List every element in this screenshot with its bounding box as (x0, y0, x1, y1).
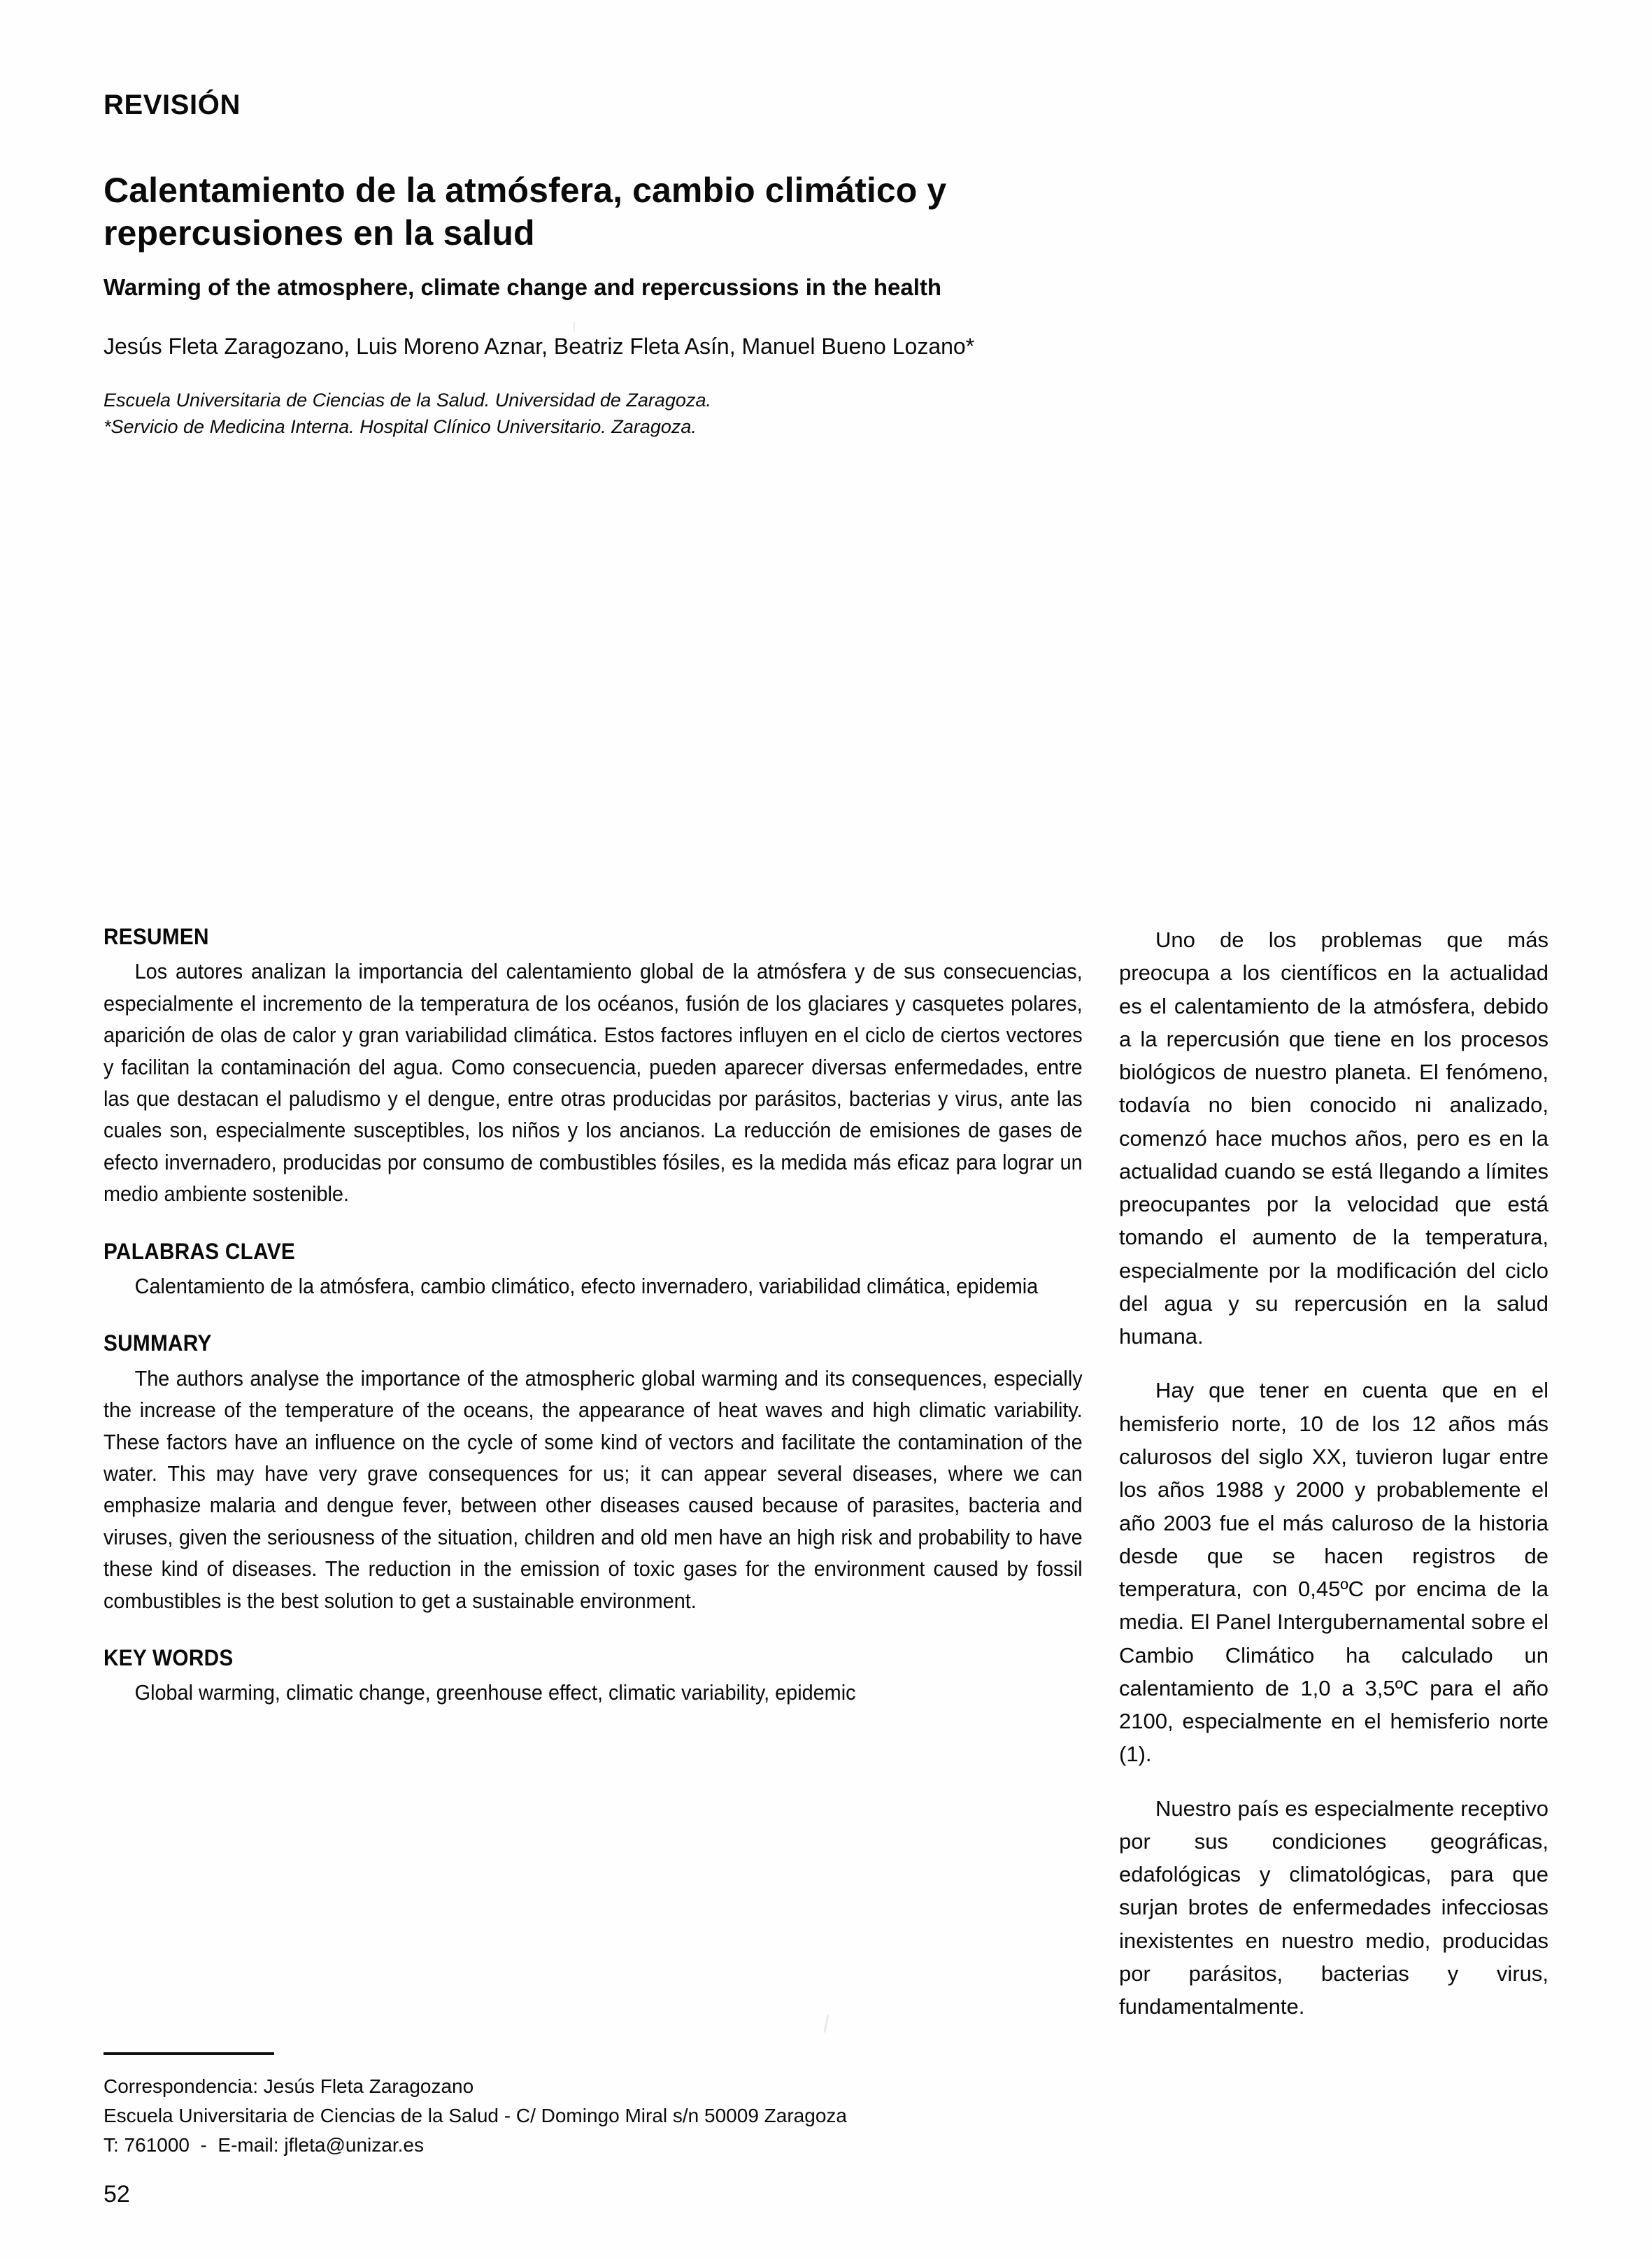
page-title: Calentamiento de la atmósfera, cambio climático y repercusiones en la salud (104, 171, 947, 253)
intro-paragraph-1: Uno de los problemas que más preocupa a los científicos en la actualidad es el calentamiento de la atmósfera, debido a la repercusión que tiene en los procesos biológicos de nuestro planeta. El fenómeno, todavía no bien conocido ni analizado, comenzó hace muchos años, pero es en la actualidad cuando se está llegando a límites preocupantes por la velocidad que está tomando el aumento de la temperatura, especialmente por la modificación del ciclo del agua y su repercusión en la salud humana. (1119, 928, 1548, 1349)
correspondence-address: Escuela Universitaria de Ciencias de la Salud - C/ Domingo Miral s/n 50009 Zaragoza (104, 2105, 847, 2126)
article-header (104, 90, 1251, 441)
author-list: Jesús Fleta Zaragozano, Luis Moreno Aznar, Beatriz Fleta Asín, Manuel Bueno Lozano* (104, 334, 975, 360)
intro-paragraph-2: Hay que tener en cuenta que en el hemisferio norte, 10 de los 12 años más calurosos del siglo XX, tuvieron lugar entre los años 1988 y 2000 y probablemente el año 2003 fue el más caluroso de la historia desde que se hacen registros de temperatura, con 0,45ºC por encima de la media. El Panel Intergubernamental sobre el Cambio Climático ha calculado un calentamiento de 1,0 a 3,5ºC para el año 2100, especialmente en el hemisferio norte (1). (1119, 1378, 1548, 1767)
summary-heading: SUMMARY (104, 1330, 212, 1356)
correspondence-contact: T: 761000 - E-mail: jfleta@unizar.es (104, 2134, 424, 2156)
key-words-text: Global warming, climatic change, greenhouse effect, climatic variability, epidemic (134, 1680, 856, 1705)
page-number: 52 (104, 2181, 130, 2208)
palabras-clave-heading: PALABRAS CLAVE (104, 1238, 295, 1264)
article-subtitle: Warming of the atmosphere, climate change and repercussions in the health (104, 274, 942, 300)
summary-text: The authors analyse the importance of the atmospheric global warming and its consequences, especially the increase of the temperature of the oceans, the appearance of heat waves and high climatic variability. These factors have an influence on the cycle of some kind of vectors and facilitate the contamination of the water. This may have very grave consequences for us; it can appear several diseases, where we can emphasize malaria and dengue fever, between other diseases caused because of parasites, bacteria and viruses, given the seriousness of the situation, children and old men have an high risk and probability to have these kind of diseases. The reduction in the emission of toxic gases for the environment caused by fossil combustibles is the best solution to get a sustainable environment. (104, 1365, 1083, 1613)
introduction-column (1119, 923, 1548, 2024)
key-words-heading: KEY WORDS (104, 1645, 234, 1671)
affiliation-block (104, 387, 1251, 441)
correspondence-block (104, 2072, 1013, 2160)
abstract-column (104, 923, 1083, 1709)
section-kicker: REVISIÓN (104, 90, 241, 120)
palabras-clave-text: Calentamiento de la atmósfera, cambio climático, efecto invernadero, variabilidad climática, epidemia (134, 1274, 1039, 1299)
correspondence-name: Correspondencia: Jesús Fleta Zaragozano (104, 2075, 474, 2097)
correspondence-divider (104, 2052, 274, 2055)
affiliation-primary: Escuela Universitaria de Ciencias de la Salud. Universidad de Zaragoza. (104, 389, 711, 411)
intro-paragraph-3: Nuestro país es especialmente receptivo por sus condiciones geográficas, edafológicas y climatológicas, para que surjan brotes de enfermedades infecciosas inexistentes en nuestro medio, producidas por parásitos, bacterias y virus, fundamentalmente. (1119, 1796, 1548, 2019)
resumen-heading: RESUMEN (104, 924, 209, 949)
affiliation-secondary: *Servicio de Medicina Interna. Hospital Clínico Universitario. Zaragoza. (104, 416, 697, 438)
scan-artifact (823, 2014, 829, 2033)
resumen-text: Los autores analizan la importancia del calentamiento global de la atmósfera y de sus consecuencias, especialmente el incremento de la temperatura de los océanos, fusión de los glaciares y casquetes polares, aparición de olas de calor y gran variabilidad climática. Estos factores influyen en el ciclo de ciertos vectores y facilitan la contaminación del agua. Como consecuencia, pueden aparecer diversas enfermedades, entre las que destacan el paludismo y el dengue, entre otras producidas por parásitos, bacterias y virus, ante las cuales son, especialmente susceptibles, los niños y los ancianos. La reducción de emisiones de gases de efecto invernadero, producidas por consumo de combustibles fósiles, es la medida más eficaz para lograr un medio ambiente sostenible. (104, 959, 1083, 1207)
